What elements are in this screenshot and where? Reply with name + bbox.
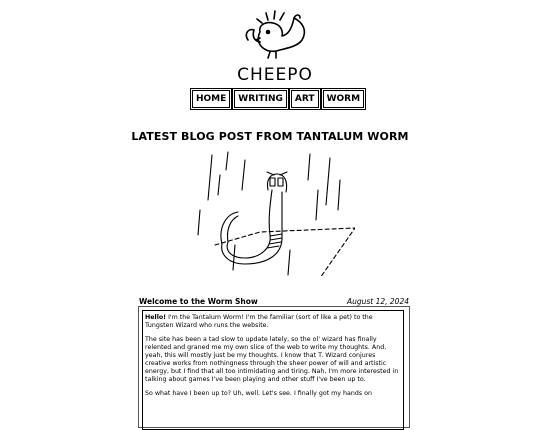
worm-segment: [269, 242, 281, 244]
motion-line: [288, 250, 290, 275]
bird-eye: [266, 30, 271, 35]
nav-writing-link[interactable]: WRITING: [234, 90, 287, 108]
motion-line: [208, 155, 212, 200]
post-frame: [138, 306, 410, 428]
worm-body-edge: [222, 192, 282, 264]
page-title: LATEST BLOG POST FROM TANTALUM WORM: [131, 130, 409, 143]
main-nav: [191, 90, 365, 108]
motion-line: [316, 190, 318, 220]
motion-line: [242, 160, 245, 190]
motion-line: [218, 175, 220, 195]
worm-body: [227, 190, 272, 258]
worm-brow: [280, 172, 287, 175]
stage-outline: [215, 228, 355, 278]
post-paragraph: [145, 314, 401, 330]
worm-segment: [270, 234, 282, 236]
nav-home-link[interactable]: HOME: [192, 90, 230, 108]
post-paragraph: So what have I been up to? Uh, well. Let's see. I finally got my hands on: [145, 390, 372, 397]
post-header: [139, 297, 409, 306]
worm-eye: [270, 178, 275, 186]
motion-line: [226, 152, 228, 170]
logo-text: CHEEPO: [237, 65, 313, 85]
post-title: Welcome to the Worm Show: [139, 297, 258, 306]
motion-line: [326, 158, 330, 205]
post-date: August 12, 2024: [346, 297, 409, 306]
bird-tuft: [294, 15, 300, 18]
logo-ray: [257, 19, 262, 23]
post-body[interactable]: [142, 310, 404, 430]
worm-tail: [227, 216, 238, 242]
worm-segment: [270, 238, 282, 240]
motion-line: [233, 245, 235, 270]
worm-brow: [267, 172, 274, 175]
cheepo-logo[interactable]: [230, 8, 320, 88]
worm-segment: [267, 246, 279, 248]
post-greeting: Hello!: [145, 314, 167, 321]
bird-foot: [268, 52, 270, 58]
worm-eye: [278, 178, 283, 186]
post-paragraph: The site has been a tad slow to update lately, so the ol' wizard has finally relented and graned me my own slice of the web to write my thoughts. And, yeah, this will mostly just be my thoughts. I know that T. Wizard conjures creative works from nothingness through the sheer power of will and artistic energy, but I find that all too intimidating and tiring. Nah, I'm more interested in talking about games I've been playing and other stuff I've been up to.: [145, 336, 399, 383]
bird-body: [258, 18, 304, 51]
logo-ray: [266, 13, 268, 20]
motion-line: [198, 210, 200, 235]
motion-line: [338, 180, 340, 210]
post-paragraph-text: I'm the Tantalum Worm! I'm the familiar (sort of like a pet) to the Tungsten Wizard who runs the website.: [145, 314, 373, 329]
nav-worm-link[interactable]: WORM: [323, 90, 364, 108]
motion-line: [308, 154, 310, 180]
logo-ray: [274, 11, 275, 19]
worm-illustration: [190, 150, 355, 285]
nav-art-link[interactable]: ART: [291, 90, 319, 108]
logo-ray: [280, 13, 284, 20]
